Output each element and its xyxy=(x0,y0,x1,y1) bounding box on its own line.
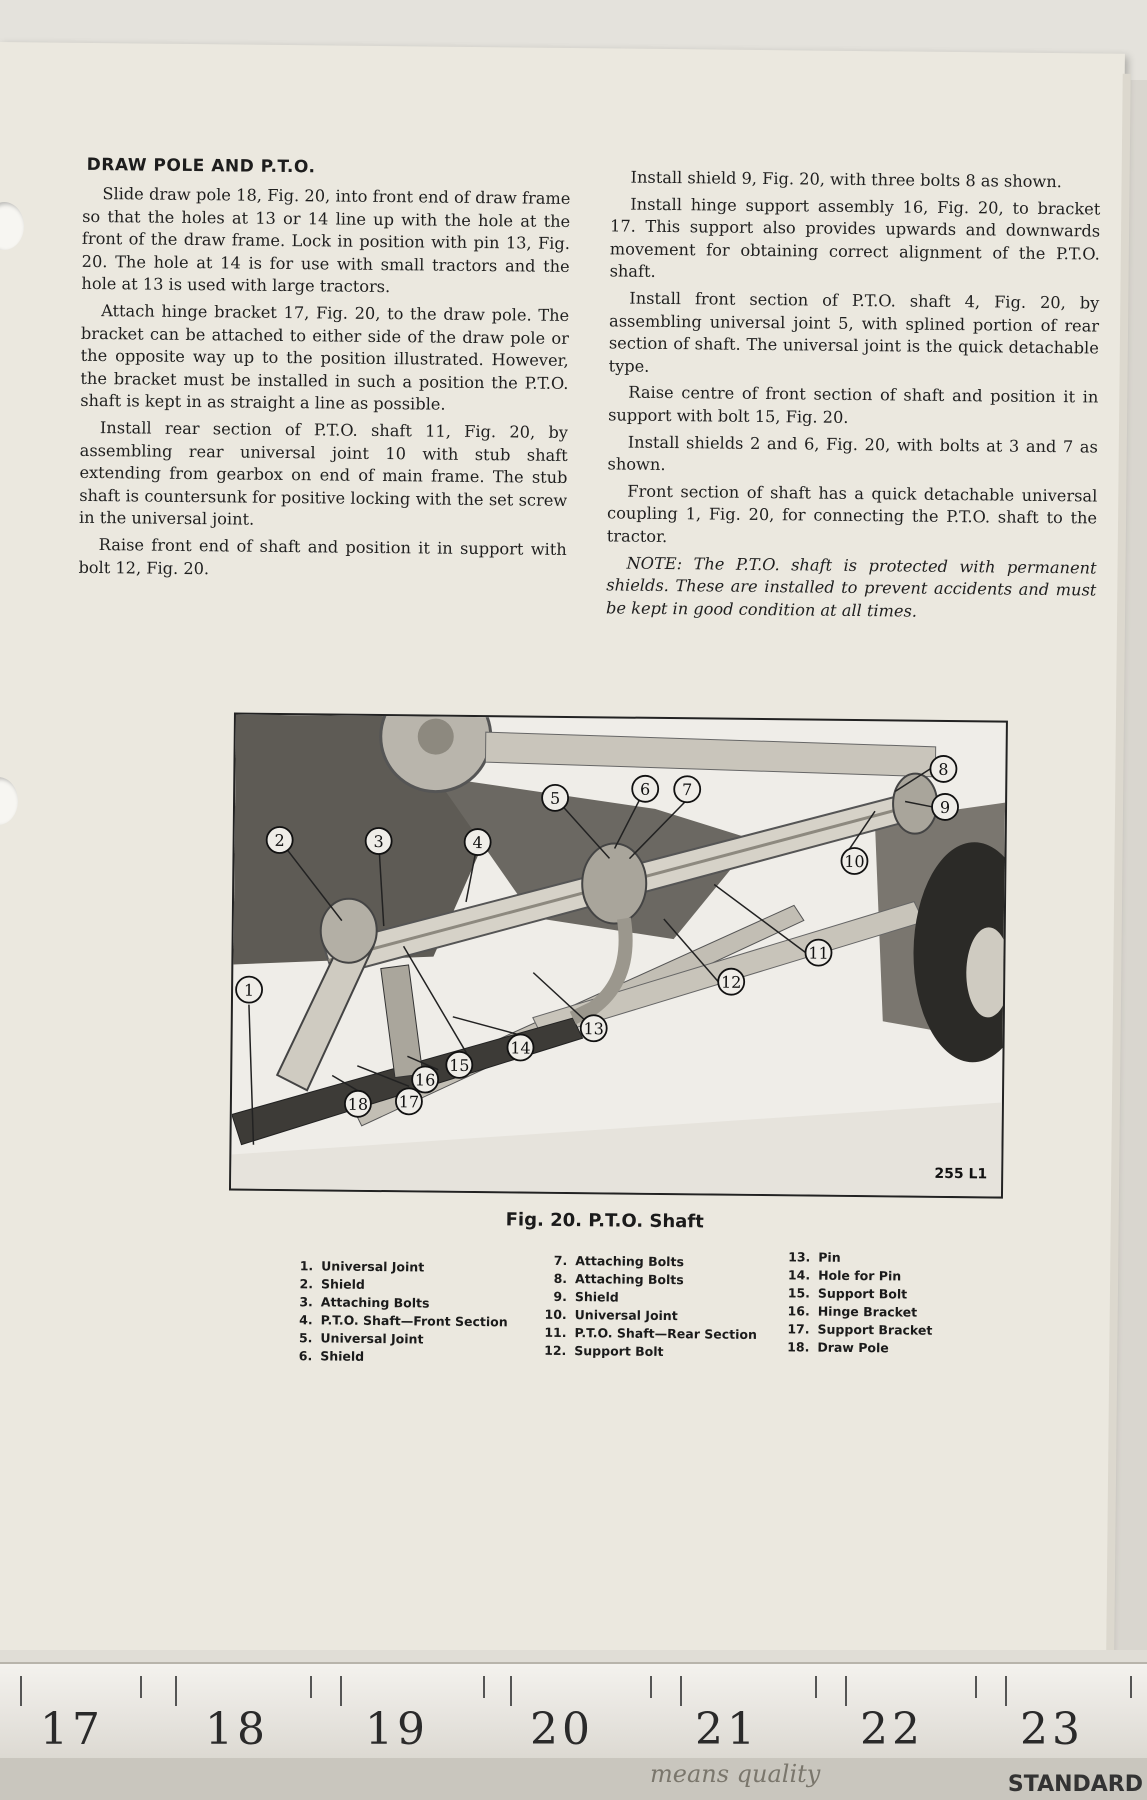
paragraph: Raise centre of front section of shaft and position it in support with bolt 15, Fig. 20. xyxy=(608,382,1099,427)
machinery-drawing xyxy=(231,715,1006,1197)
paragraph: Install shields 2 and 6, Fig. 20, with bolts at 3 and 7 as shown. xyxy=(607,432,1098,475)
ruler-tick xyxy=(650,1676,652,1698)
callout-7: 7 xyxy=(682,780,693,800)
callout-13: 13 xyxy=(583,1019,604,1039)
binder-hole-middle xyxy=(0,777,18,825)
legend-item: 3. Attaching Bolts xyxy=(299,1294,430,1311)
callout-2: 2 xyxy=(274,830,285,851)
paragraph: Install shield 9, Fig. 20, with three bolts 8 as shown. xyxy=(630,167,1062,192)
paragraph: Install hinge support assembly 16, Fig. 20, to bracket 17. This support also provides upwards and downwards movement for obtaining correct alignment of the P.T.O. shaft. xyxy=(609,194,1101,282)
ruler-base xyxy=(0,1758,1147,1800)
ruler-tick xyxy=(140,1676,142,1698)
ruler-number: 17 xyxy=(40,1704,104,1755)
callout-9: 9 xyxy=(939,797,951,817)
ruler-number: 18 xyxy=(205,1704,269,1755)
ruler-tick xyxy=(483,1676,485,1698)
ruler-number: 20 xyxy=(530,1704,594,1755)
ruler-tick xyxy=(815,1676,817,1698)
legend-column-1 xyxy=(286,1257,508,1367)
ruler-brand: STANDARD xyxy=(1007,1772,1143,1797)
callout-10: 10 xyxy=(844,851,865,872)
paragraph: Install rear section of P.T.O. shaft 11, Fig. 20, by assembling rear universal joint 10 with stub shaft extending from gearbox on end of main frame. The stub shaft is countersunk for positive locking with the set screw in the universal joint. xyxy=(78,418,569,530)
legend-item: 15. Support Bolt xyxy=(787,1285,908,1302)
figure-caption: Fig. 20. P.T.O. Shaft xyxy=(505,1209,704,1233)
ruler-number: 21 xyxy=(695,1704,759,1755)
callout-14: 14 xyxy=(510,1038,531,1058)
legend-item: 7. Attaching Bolts xyxy=(553,1252,685,1270)
ruler-tick xyxy=(175,1676,177,1706)
ruler-tick xyxy=(510,1676,512,1706)
manual-page xyxy=(0,42,1125,1674)
paragraph: Raise front end of shaft and position it in support with bolt 12, Fig. 20. xyxy=(78,534,567,578)
callout-4: 4 xyxy=(472,832,483,853)
ruler-number: 23 xyxy=(1020,1704,1084,1755)
ruler-number: 22 xyxy=(860,1704,924,1755)
callout-1: 1 xyxy=(243,980,255,1000)
ruler-face xyxy=(0,1662,1147,1759)
ruler xyxy=(0,1650,1147,1800)
ruler-tick xyxy=(20,1676,22,1706)
legend-item: 6. Shield xyxy=(298,1348,365,1364)
ruler-tick xyxy=(1130,1676,1132,1698)
paragraph: Front section of shaft has a quick detachable universal coupling 1, Fig. 20, for connecting the P.T.O. shaft to the tractor. xyxy=(606,481,1098,546)
ruler-tick xyxy=(845,1676,847,1706)
legend-item: 1. Universal Joint xyxy=(299,1258,425,1275)
ruler-tick xyxy=(1005,1676,1007,1706)
paragraph: Slide draw pole 18, Fig. 20, into front end of draw frame so that the holes at 13 or 14 line up with the hole at the front of the draw frame. Lock in position with pin 13, Fig. 20. The hole at 14 is for use with small tractors and the hole at 13 is used with large tractors. xyxy=(81,184,571,297)
legend-item: 9. Shield xyxy=(553,1288,619,1305)
ruler-tick xyxy=(310,1676,312,1698)
callout-17: 17 xyxy=(398,1092,420,1112)
callout-11: 11 xyxy=(808,943,829,963)
ruler-tick xyxy=(680,1676,682,1706)
legend-item: 18. Draw Pole xyxy=(787,1339,889,1356)
legend-column-2 xyxy=(540,1252,758,1362)
legend-item: 14. Hole for Pin xyxy=(787,1267,902,1284)
callout-15: 15 xyxy=(449,1055,470,1075)
page-edge xyxy=(1106,74,1131,1674)
ruler-tick xyxy=(975,1676,977,1698)
callout-6: 6 xyxy=(640,779,651,799)
callout-18: 18 xyxy=(347,1094,369,1114)
legend-item: 10. Universal Joint xyxy=(544,1306,678,1324)
legend-column-3 xyxy=(783,1248,933,1358)
ruler-slogan: means quality xyxy=(650,1760,821,1788)
binder-hole-top xyxy=(0,202,24,250)
legend-item: 11. P.T.O. Shaft—Rear Section xyxy=(544,1324,757,1342)
ruler-number: 19 xyxy=(365,1704,429,1755)
legend-item: 13. Pin xyxy=(788,1249,841,1265)
safety-note: NOTE: The P.T.O. shaft is protected with permanent shields. These are installed to prevent accidents and must be kept in good condition at all times. xyxy=(606,553,1097,621)
right-column xyxy=(606,166,1101,628)
legend-item: 8. Attaching Bolts xyxy=(553,1270,684,1288)
legend-item: 17. Support Bracket xyxy=(787,1321,933,1338)
callout-12: 12 xyxy=(720,972,742,992)
paragraph: Attach hinge bracket 17, Fig. 20, to the draw pole. The bracket can be attached to either side of the draw pole or the opposite way up to the position illustrated. However, the bracket must be installed in such a position the P.T.O. shaft is kept in as straight a line as possible. xyxy=(80,301,570,415)
paragraph: Install front section of P.T.O. shaft 4, Fig. 20, by assembling universal joint 5, with splined portion of rear section of shaft. The universal joint is the quick detachable type. xyxy=(608,288,1100,376)
figure-id-label: 255 L1 xyxy=(934,1165,988,1183)
left-column xyxy=(78,183,570,588)
legend-item: 12. Support Bolt xyxy=(544,1342,664,1360)
pto-shaft-illustration xyxy=(229,712,1008,1198)
legend-item: 2. Shield xyxy=(299,1276,365,1292)
legend-item: 4. P.T.O. Shaft—Front Section xyxy=(299,1312,508,1330)
callout-5: 5 xyxy=(549,788,561,808)
callout-16: 16 xyxy=(414,1070,436,1090)
section-heading: DRAW POLE AND P.T.O. xyxy=(86,154,316,178)
ruler-tick xyxy=(340,1676,342,1706)
legend-item: 16. Hinge Bracket xyxy=(787,1303,918,1320)
callout-8: 8 xyxy=(938,759,949,779)
callout-3: 3 xyxy=(373,831,384,852)
legend-item: 5. Universal Joint xyxy=(298,1330,424,1347)
